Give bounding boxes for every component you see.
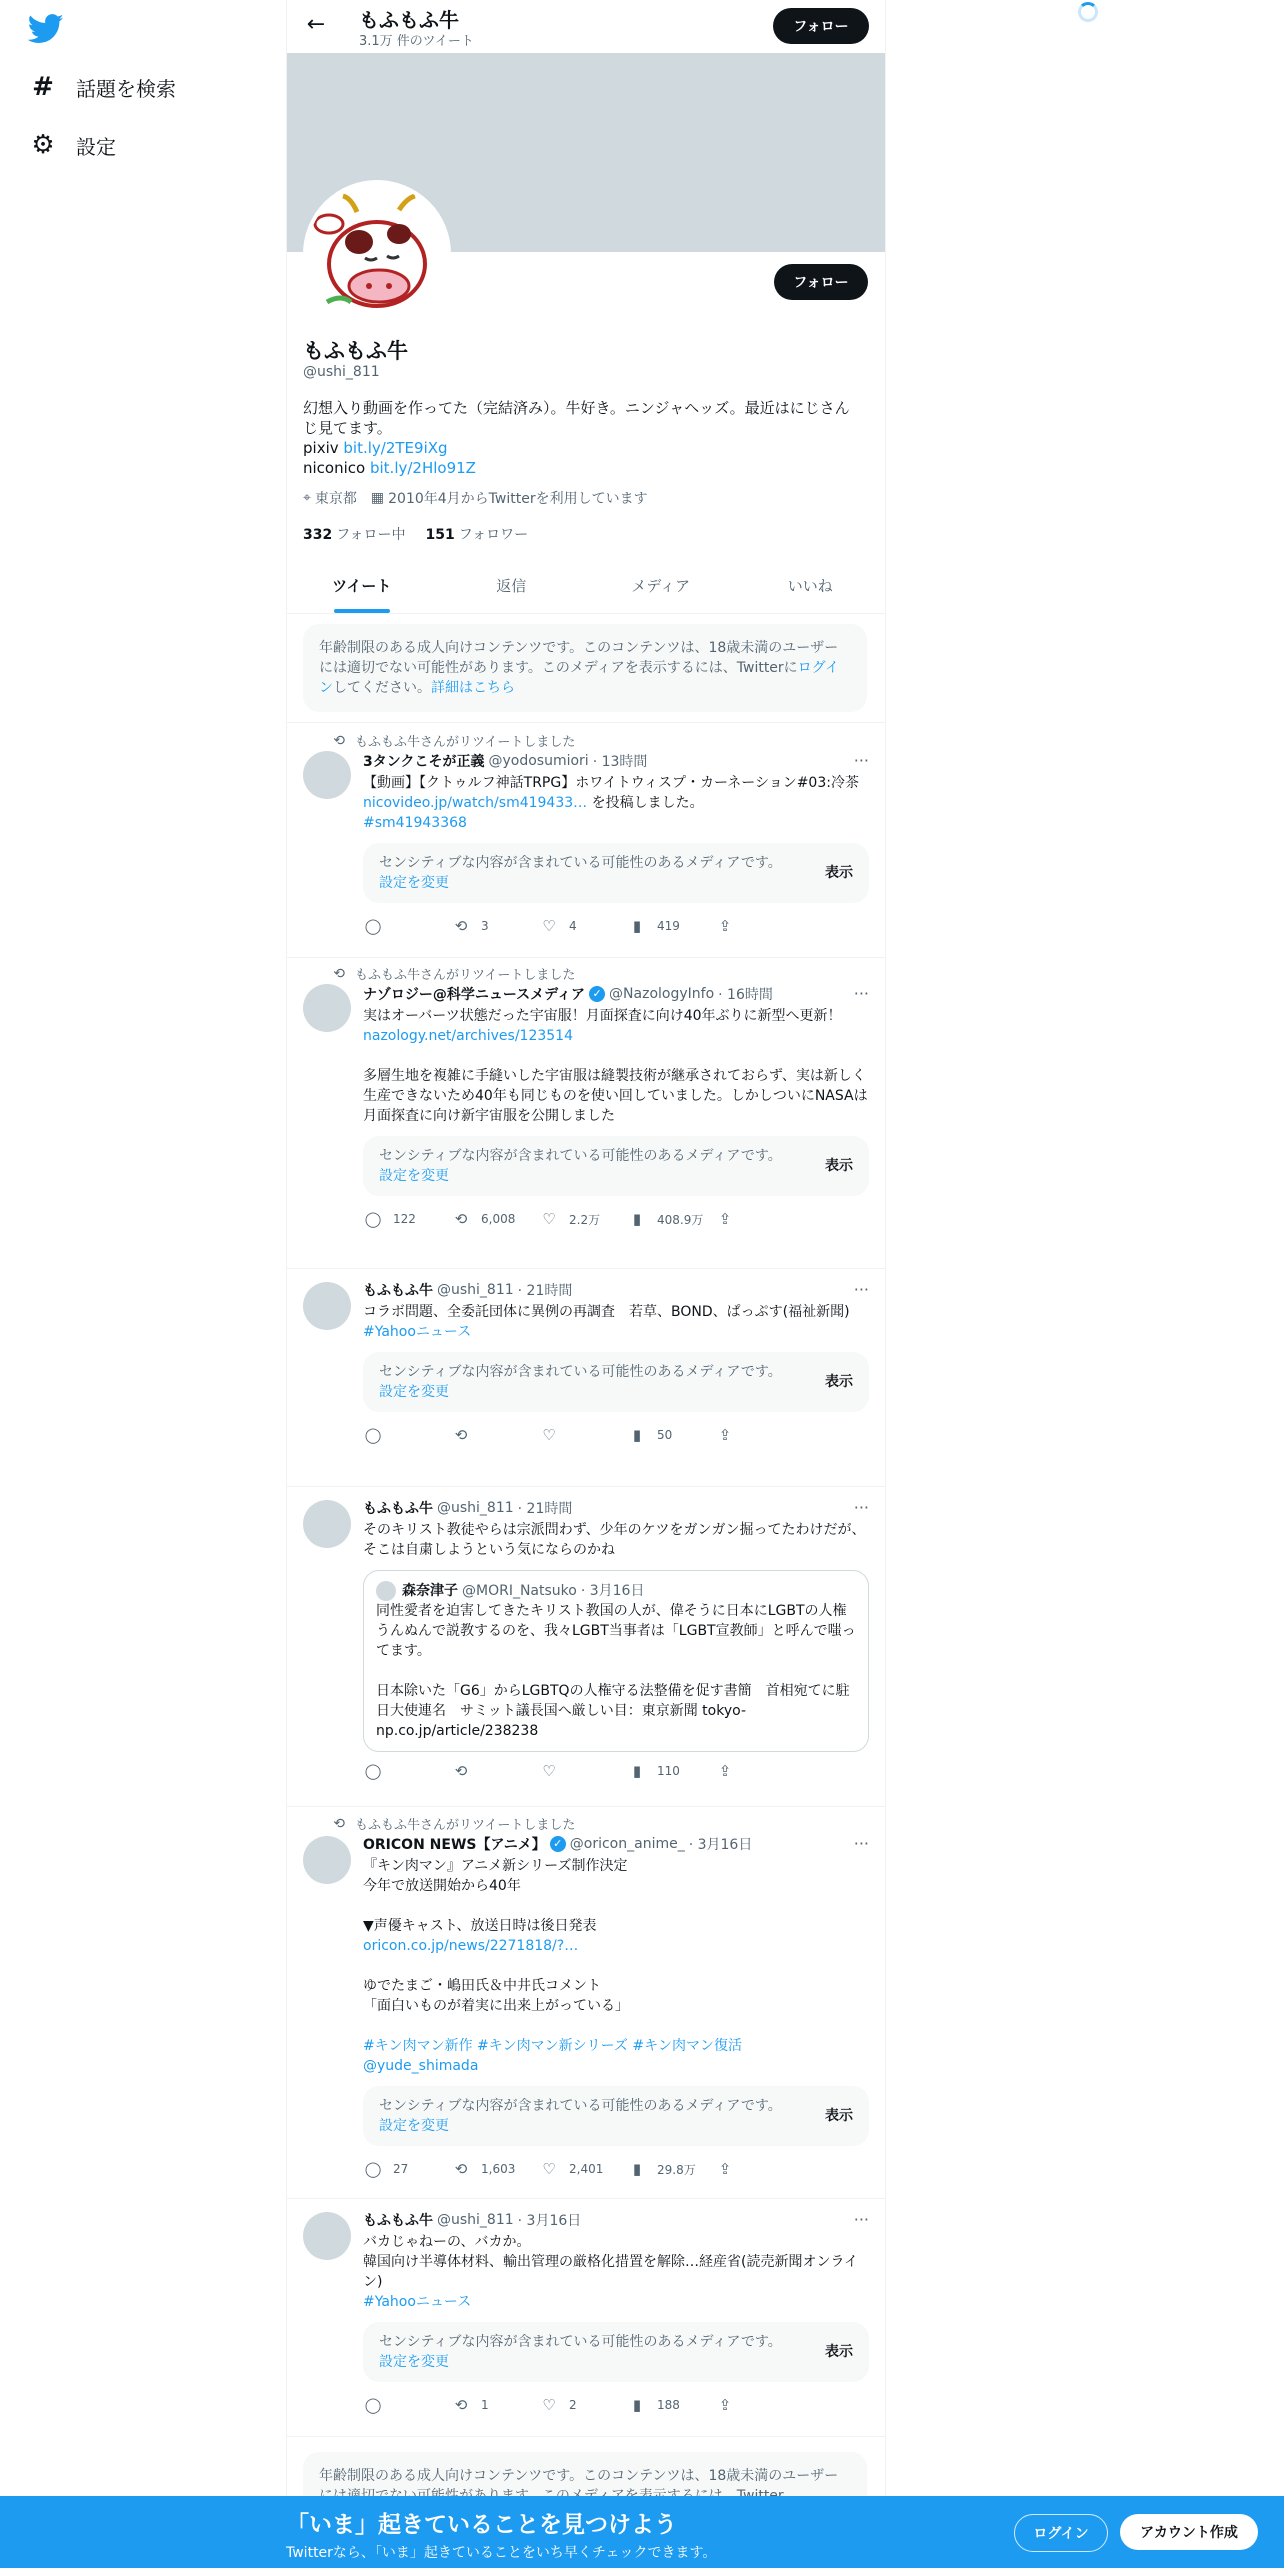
retweet-icon: ⟲ — [454, 1210, 468, 1228]
tweet-text — [363, 1006, 869, 1126]
share-button[interactable] — [715, 1210, 803, 1228]
view-count: 408.9万 — [657, 1212, 704, 1227]
tweet-avatar[interactable] — [303, 1500, 351, 1548]
retweet-icon: ⟲ — [333, 1815, 345, 1832]
profile-follow-button[interactable]: フォロー — [774, 264, 868, 300]
tweet-text-line: 「面白いものが着実に出来上がっている」 — [363, 1998, 629, 2014]
heart-icon: ♡ — [542, 1426, 556, 1444]
tweet-actions — [363, 917, 869, 935]
tweet-avatar[interactable] — [303, 1282, 351, 1330]
signup-prompt-subtitle: Twitterなら、「いま」起きていることをいち早くチェックできます。 — [286, 2545, 717, 2561]
retweet-icon: ⟲ — [454, 2396, 468, 2414]
quote-author-name: 森奈津子 — [402, 1583, 458, 1599]
share-button[interactable] — [715, 1762, 803, 1780]
views-button[interactable] — [627, 1426, 715, 1444]
tweet-text — [363, 1302, 869, 1342]
tweet-actions — [363, 1210, 869, 1228]
profile-counts — [303, 524, 528, 544]
reply-icon: ◯ — [364, 1210, 382, 1228]
quote-header — [376, 1581, 856, 1601]
tweet-text-line: 実はオーバーツ状態だった宇宙服！月面探査に向け40年ぶりに新型へ更新！ — [363, 1008, 842, 1024]
tweet-link[interactable]: oricon.co.jp/news/2271818/?… — [363, 1938, 579, 1954]
more-options-icon[interactable]: ··· — [853, 751, 869, 770]
main-column — [286, 0, 886, 2568]
tweet-blank-line — [363, 1956, 869, 1976]
profile-header-bar — [287, 0, 885, 53]
back-arrow-icon[interactable]: ← — [306, 12, 326, 37]
location-pin-icon: ⌖ — [303, 490, 311, 506]
tweet-item[interactable] — [287, 1268, 885, 1487]
tweet-text — [363, 773, 869, 833]
loading-spinner-icon — [1078, 2, 1098, 22]
like-button[interactable] — [539, 1426, 627, 1444]
tweet-author-name[interactable]: ORICON NEWS【アニメ】 — [363, 1837, 546, 1853]
tweet-text-line: そのキリスト教徒やらは宗派問わず、少年のケツをガンガン掘ってたわけだが、そこは自粛しようという気にならのかね — [363, 1522, 866, 1558]
like-button[interactable] — [539, 1762, 627, 1780]
tweet-author-handle: @ushi_811 — [437, 1500, 514, 1516]
nav-settings-label: 設定 — [76, 134, 116, 159]
like-count: 2,401 — [569, 2162, 604, 2176]
tweet-text — [363, 1856, 869, 2076]
share-icon: ⇪ — [718, 2396, 732, 2414]
quote-time: · 3月16日 — [580, 1583, 645, 1599]
profile-bio — [303, 398, 863, 478]
sensitive-text: センシティブな内容が含まれている可能性のあるメディアです。 — [379, 855, 782, 871]
more-options-icon[interactable]: ··· — [853, 1280, 869, 1299]
tab-replies[interactable]: 返信 — [496, 577, 527, 595]
twitter-logo-icon[interactable] — [28, 14, 64, 44]
share-icon: ⇪ — [718, 1762, 732, 1780]
bio-pixiv-label: pixiv — [303, 439, 339, 457]
sensitive-text: センシティブな内容が含まれている可能性のあるメディアです。 — [379, 2098, 782, 2114]
tweet-blank-line — [363, 2016, 869, 2036]
tab-media[interactable]: メディア — [631, 577, 691, 595]
verified-badge-icon: ✓ — [589, 986, 605, 1002]
retweet-indicator — [327, 1814, 575, 1833]
bio-pixiv — [303, 438, 863, 458]
change-settings-link[interactable]: 設定を変更 — [379, 875, 449, 891]
tweet-header — [363, 1498, 869, 1518]
heart-icon: ♡ — [542, 1762, 556, 1780]
tweet-header — [363, 751, 869, 771]
tweet-header — [363, 2210, 869, 2230]
create-account-button[interactable]: アカウント作成 — [1120, 2514, 1258, 2550]
tweet-text-line: を投稿しました。 — [591, 795, 704, 811]
sensitive-text: センシティブな内容が含まれている可能性のあるメディアです。 — [379, 2334, 782, 2350]
following-label: フォロー中 — [336, 527, 406, 543]
tweet-text-line: ▼声優キャスト、放送日時は後日発表 — [363, 1918, 597, 1934]
like-count: 2.2万 — [569, 1212, 601, 1227]
retweet-indicator — [327, 731, 575, 750]
tweet-hashtag[interactable]: #Yahooニュース — [363, 1324, 472, 1340]
share-icon: ⇪ — [718, 1426, 732, 1444]
quote-text-line: 日本除いた「G6」からLGBTQの人権守る法整備を促す書簡 首相宛てに駐日大使連名 サミット議長国へ厳しい目：東京新聞 tokyo-np.co.jp/article/238238 — [376, 1683, 850, 1739]
show-media-button[interactable]: 表示 — [825, 2108, 853, 2124]
profile-location: 東京都 — [314, 491, 357, 507]
signup-prompt-title: 「いま」起きていることを見つけよう — [286, 2512, 677, 2538]
share-button[interactable] — [715, 2396, 803, 2414]
retweet-count: 6,008 — [481, 1212, 516, 1226]
tweet-time[interactable]: · 3月16日 — [517, 2213, 582, 2229]
share-button[interactable] — [715, 2160, 803, 2178]
tweet-blank-line — [363, 1046, 869, 1066]
nav-explore-label: 話題を検索 — [76, 76, 176, 101]
retweet-button[interactable] — [451, 1762, 539, 1780]
tweet-author-handle: @ushi_811 — [437, 1282, 514, 1298]
reply-button[interactable] — [363, 1426, 451, 1444]
tweet-time[interactable]: · 16時間 — [718, 987, 773, 1003]
tweet-time[interactable]: · 3月16日 — [688, 1837, 753, 1853]
more-options-icon[interactable]: ··· — [853, 984, 869, 1003]
show-media-button[interactable]: 表示 — [825, 865, 853, 881]
bio-niconico-label: niconico — [303, 459, 366, 477]
retweet-button[interactable] — [451, 1210, 539, 1228]
tweet-author-handle: @ushi_811 — [437, 2212, 514, 2228]
change-settings-link[interactable]: 設定を変更 — [379, 2118, 449, 2134]
tweet-body — [363, 1498, 869, 1780]
reply-button[interactable] — [363, 2396, 451, 2414]
tweet-text-line: 【動画】【クトゥルフ神話TRPG】ホワイトウィスプ・カーネーション#03:冷茶 — [363, 775, 859, 791]
like-button[interactable] — [539, 1210, 627, 1228]
tweet-author-handle: @NazologyInfo — [609, 986, 715, 1002]
retweet-icon: ⟲ — [333, 965, 345, 982]
tweet-avatar[interactable] — [303, 984, 351, 1032]
tweet-author-name[interactable]: もふもふ牛 — [363, 2213, 433, 2229]
retweet-button[interactable] — [451, 2396, 539, 2414]
change-settings-link[interactable]: 設定を変更 — [379, 1168, 449, 1184]
like-button[interactable] — [539, 917, 627, 935]
sensitive-text: センシティブな内容が含まれている可能性のあるメディアです。 — [379, 1148, 782, 1164]
tweet-mention[interactable]: @yude_shimada — [363, 2058, 479, 2074]
followers-label: フォロワー — [458, 527, 529, 543]
tweet-text-line: 韓国向け半導体材料、輸出管理の厳格化措置を解除…経産省(読売新聞オンライン) — [363, 2254, 859, 2290]
tweet-hashtags[interactable]: #キン肉マン新作 #キン肉マン新シリーズ #キン肉マン復活 — [363, 2038, 742, 2054]
bar-chart-icon: ▮ — [632, 1210, 642, 1228]
quote-text — [376, 1601, 856, 1741]
more-options-icon[interactable]: ··· — [853, 1834, 869, 1853]
tweet-header — [363, 1280, 869, 1300]
like-button[interactable] — [539, 2160, 627, 2178]
retweet-icon: ⟲ — [454, 1762, 468, 1780]
retweet-icon: ⟲ — [333, 732, 345, 749]
tweet-header — [363, 984, 869, 1004]
retweet-count: 1,603 — [481, 2162, 516, 2176]
tweet-author-name[interactable]: もふもふ牛 — [363, 1283, 433, 1299]
bar-chart-icon: ▮ — [632, 1426, 642, 1444]
tweet-text — [363, 1520, 869, 1560]
following-link[interactable] — [303, 524, 406, 544]
retweet-label: もふもふ牛さんがリツイートしました — [355, 1818, 576, 1833]
share-button[interactable] — [715, 1426, 803, 1444]
login-button[interactable]: ログイン — [1014, 2514, 1108, 2552]
notice-more-link[interactable]: 詳細はこちら — [431, 680, 515, 696]
tweet-text-line: コラボ問題、全委託団体に異例の再調査 若草、BOND、ぱっぷす(福祉新聞) — [363, 1304, 850, 1320]
retweet-button[interactable] — [451, 2160, 539, 2178]
bio-text: 幻想入り動画を作ってた（完結済み）。牛好き。ニンジャヘッズ。最近はにじさんじ見てます。 — [303, 399, 850, 437]
profile-handle: @ushi_811 — [303, 364, 380, 380]
bar-chart-icon: ▮ — [632, 2396, 642, 2414]
reply-count: 122 — [393, 1212, 416, 1226]
tweet-item[interactable] — [287, 2198, 885, 2437]
verified-badge-icon: ✓ — [550, 1836, 566, 1852]
quote-avatar — [376, 1581, 396, 1601]
retweet-indicator — [327, 964, 575, 983]
signup-prompt-bar — [0, 2496, 1284, 2568]
sensitive-media-warning — [363, 2086, 869, 2146]
profile-tabs — [287, 560, 885, 614]
notice-text: 年齢制限のある成人向けコンテンツです。このコンテンツは、18歳未満のユーザーには適切でない可能性があります。このメディアを表示するには、Twitterに — [319, 640, 839, 676]
profile-avatar[interactable] — [303, 180, 451, 328]
views-button[interactable] — [627, 917, 715, 935]
tweet-header — [363, 1834, 869, 1854]
sensitive-media-warning — [363, 2322, 869, 2382]
heart-icon: ♡ — [542, 2160, 556, 2178]
views-button[interactable] — [627, 1210, 715, 1228]
reply-icon: ◯ — [364, 2160, 382, 2178]
header-tweet-count: 3.1万 件のツイート — [359, 34, 474, 49]
tweet-avatar[interactable] — [303, 2212, 351, 2260]
reply-button[interactable] — [363, 917, 451, 935]
share-icon: ⇪ — [718, 2160, 732, 2178]
quote-blank-line — [376, 1661, 856, 1681]
like-count: 2 — [569, 2398, 577, 2412]
like-count: 4 — [569, 919, 577, 933]
share-icon: ⇪ — [718, 917, 732, 935]
tweet-author-name[interactable]: ナゾロジー@科学ニュースメディア — [363, 987, 586, 1003]
header-name: もふもふ牛 — [359, 8, 459, 32]
more-options-icon[interactable]: ··· — [853, 1498, 869, 1517]
tweet-link[interactable]: nicovideo.jp/watch/sm419433… — [363, 795, 588, 811]
tweet-time[interactable]: · 13時間 — [592, 754, 648, 770]
tweet-author-handle: @yodosumiori — [488, 753, 589, 769]
quoted-tweet[interactable] — [363, 1570, 869, 1752]
bar-chart-icon: ▮ — [632, 917, 642, 935]
bar-chart-icon: ▮ — [632, 2160, 642, 2178]
retweet-label: もふもふ牛さんがリツイートしました — [355, 968, 576, 983]
heart-icon: ♡ — [542, 1210, 556, 1228]
header-follow-button[interactable]: フォロー — [773, 8, 869, 44]
followers-link[interactable] — [426, 524, 529, 544]
bar-chart-icon: ▮ — [632, 1762, 642, 1780]
view-count: 110 — [657, 1764, 680, 1778]
retweet-button[interactable] — [451, 1426, 539, 1444]
show-media-button[interactable]: 表示 — [825, 1158, 853, 1174]
views-button[interactable] — [627, 2396, 715, 2414]
tab-tweets[interactable]: ツイート — [287, 560, 437, 613]
bio-niconico — [303, 458, 863, 478]
reply-icon: ◯ — [364, 1762, 382, 1780]
tweet-text — [363, 2232, 869, 2312]
more-options-icon[interactable]: ··· — [853, 2210, 869, 2229]
retweet-icon: ⟲ — [454, 917, 468, 935]
share-button[interactable] — [715, 917, 803, 935]
notice-text: 年齢制限のある成人向けコンテンツです。このコンテンツは、18歳未満のユーザー — [319, 2468, 839, 2484]
tweet-text-line: 多層生地を複雑に手縫いした宇宙服は縫製技術が継承されておらず、実は新しく生産できないため40年も同じものを使い回していました。しかしついにNASAは月面探査に向け新宇宙服を公開しました — [363, 1068, 868, 1124]
tweet-author-name[interactable]: もふもふ牛 — [363, 1501, 433, 1517]
age-restriction-notice — [303, 624, 867, 712]
followers-count: 151 — [425, 527, 455, 543]
reply-count: 27 — [393, 2162, 409, 2176]
profile-joined: 2010年4月からTwitterを利用しています — [388, 491, 648, 507]
profile-name: もふもふ牛 — [303, 339, 408, 363]
quote-author-handle: @MORI_Natsuko — [462, 1583, 577, 1599]
calendar-icon: ▦ — [370, 490, 385, 506]
cow-avatar-icon — [307, 184, 447, 324]
show-media-button[interactable]: 表示 — [825, 1374, 853, 1390]
heart-icon: ♡ — [542, 917, 556, 935]
notice-login-link[interactable]: ログイン — [319, 660, 839, 696]
tweet-time[interactable]: · 21時間 — [517, 1283, 573, 1299]
show-media-button[interactable]: 表示 — [825, 2344, 853, 2360]
sensitive-media-warning — [363, 1352, 869, 1412]
tweet-link[interactable]: nazology.net/archives/123514 — [363, 1028, 573, 1044]
retweet-count: 3 — [481, 919, 489, 933]
view-count: 419 — [657, 919, 680, 933]
tweet-avatar[interactable] — [303, 1836, 351, 1884]
following-count: 332 — [303, 527, 333, 543]
tweet-body — [363, 984, 869, 1228]
tab-likes[interactable]: いいね — [787, 577, 833, 595]
view-count: 29.8万 — [657, 2162, 696, 2177]
reply-icon: ◯ — [364, 1426, 382, 1444]
reply-button[interactable] — [363, 2160, 451, 2178]
view-count: 188 — [657, 2398, 680, 2412]
tweet-item[interactable] — [287, 956, 885, 1269]
change-settings-link[interactable]: 設定を変更 — [379, 2354, 449, 2370]
retweet-icon: ⟲ — [454, 1426, 468, 1444]
tweet-item[interactable] — [287, 1486, 885, 1807]
tweet-actions — [363, 1762, 869, 1780]
notice-text2: してください。 — [333, 680, 431, 696]
like-button[interactable] — [539, 2396, 627, 2414]
tweet-item[interactable] — [287, 722, 885, 958]
retweet-count: 1 — [481, 2398, 489, 2412]
tweet-text-line: バカじゃねーの、バカか。 — [363, 2234, 531, 2250]
tweet-body — [363, 751, 869, 935]
tweet-time[interactable]: · 21時間 — [517, 1501, 573, 1517]
sensitive-media-warning — [363, 843, 869, 903]
retweet-icon: ⟲ — [454, 2160, 468, 2178]
tweet-text-line: 今年で放送開始から40年 — [363, 1878, 521, 1894]
nav-explore[interactable] — [28, 72, 176, 102]
tweet-body — [363, 2210, 869, 2414]
tweet-author-name[interactable]: 3タンクこそが正義 — [363, 754, 485, 770]
heart-icon: ♡ — [542, 2396, 556, 2414]
tweet-hashtag[interactable]: #Yahooニュース — [363, 2294, 472, 2310]
tweet-actions — [363, 1426, 869, 1444]
gear-icon: ⚙ — [31, 130, 55, 160]
reply-button[interactable] — [363, 1210, 451, 1228]
sensitive-text: センシティブな内容が含まれている可能性のあるメディアです。 — [379, 1364, 782, 1380]
sensitive-media-warning — [363, 1136, 869, 1196]
profile-meta — [303, 488, 648, 508]
tweet-avatar[interactable] — [303, 751, 351, 799]
tweet-author-handle: @oricon_anime_ — [569, 1836, 685, 1852]
change-settings-link[interactable]: 設定を変更 — [379, 1384, 449, 1400]
bio-pixiv-link[interactable]: bit.ly/2TE9iXg — [343, 439, 448, 457]
reply-icon: ◯ — [364, 917, 382, 935]
tweet-item[interactable] — [287, 1806, 885, 2199]
hashtag-icon: # — [32, 72, 54, 102]
tweet-text-line: ゆでたまご・嶋田氏＆中井氏コメント — [363, 1978, 601, 1994]
share-icon: ⇪ — [718, 1210, 732, 1228]
reply-button[interactable] — [363, 1762, 451, 1780]
nav-settings[interactable] — [28, 130, 116, 160]
retweet-button[interactable] — [451, 917, 539, 935]
tweet-body — [363, 1280, 869, 1444]
bio-niconico-link[interactable]: bit.ly/2Hlo91Z — [369, 459, 476, 477]
view-count: 50 — [657, 1428, 673, 1442]
tweet-body — [363, 1834, 869, 2178]
views-button[interactable] — [627, 1762, 715, 1780]
tweet-actions — [363, 2160, 869, 2178]
tweet-actions — [363, 2396, 869, 2414]
views-button[interactable] — [627, 2160, 715, 2178]
quote-text-line: 同性愛者を迫害してきたキリスト教国の人が、偉そうに日本にLGBTの人権うんぬんで説教するのを、我々LGBT当事者は「LGBT宣教師」と呼んで嗤ってます。 — [376, 1603, 856, 1659]
tweet-blank-line — [363, 1896, 869, 1916]
tweet-text-line: 『キン肉マン』アニメ新シリーズ制作決定 — [363, 1858, 628, 1874]
tweet-hashtag[interactable]: #sm41943368 — [363, 815, 467, 831]
retweet-label: もふもふ牛さんがリツイートしました — [355, 735, 576, 750]
reply-icon: ◯ — [364, 2396, 382, 2414]
